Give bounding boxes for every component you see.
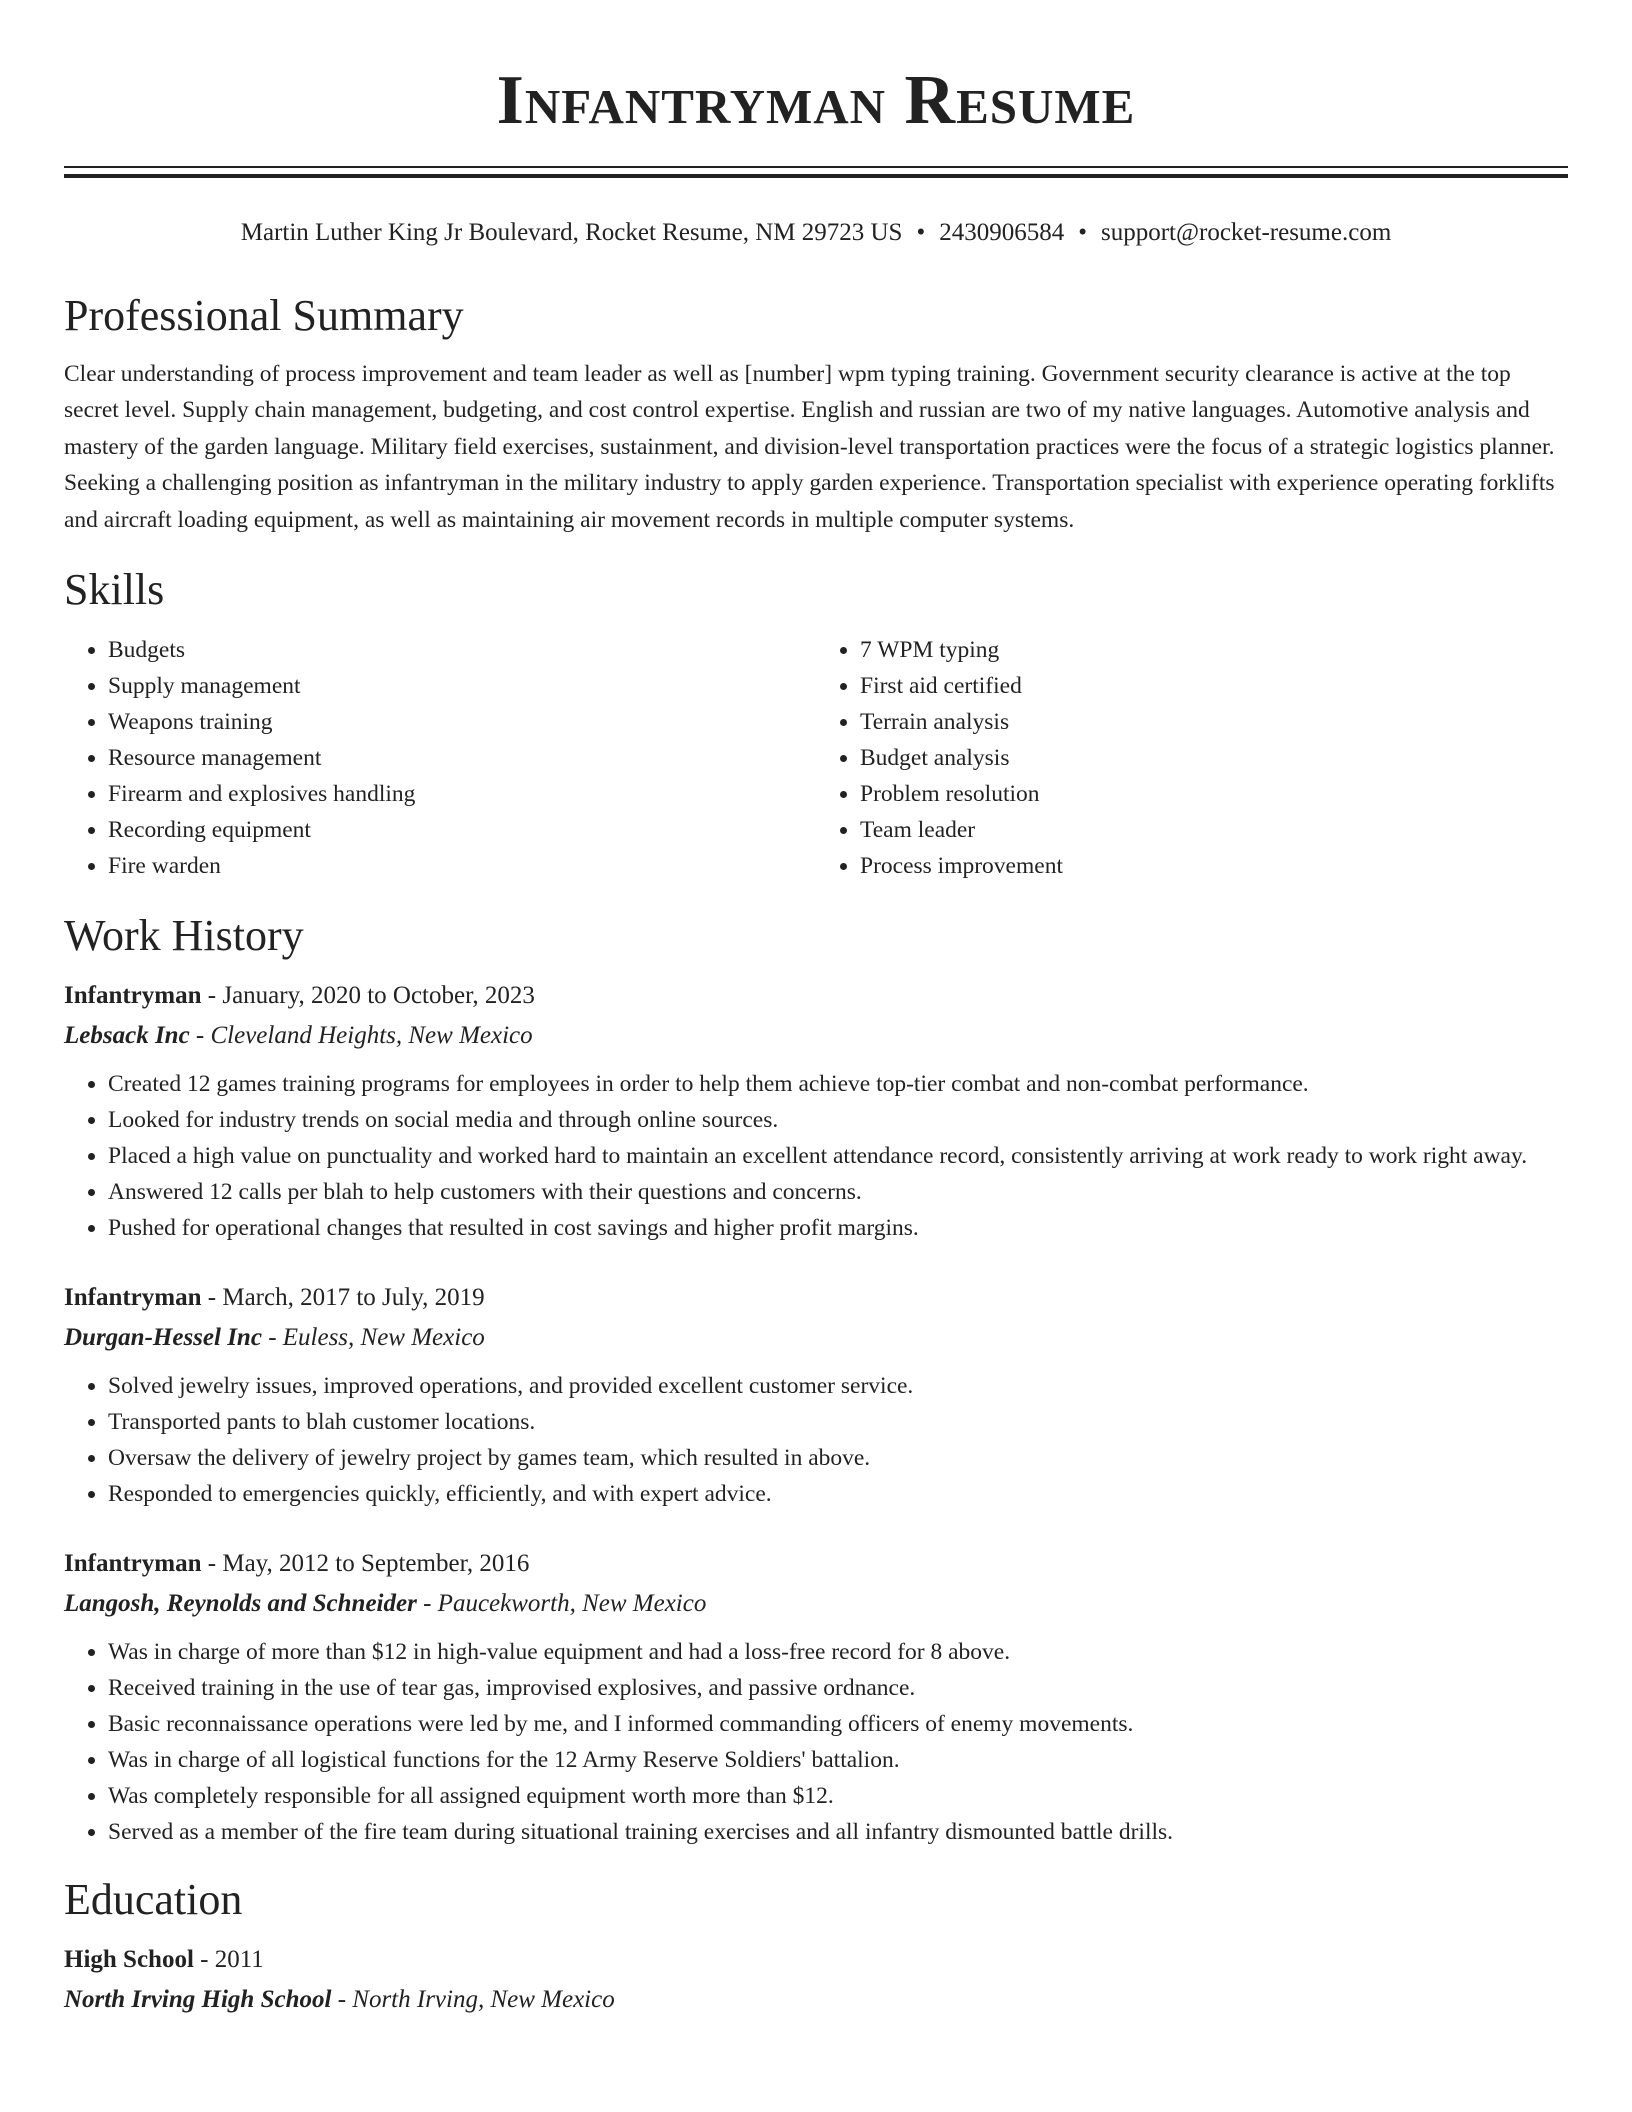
- skill-item: • Team leader: [860, 812, 1568, 848]
- graduation-year: - 2011: [193, 1946, 264, 1974]
- company-location: - Cleveland Heights, New Mexico: [189, 1022, 533, 1050]
- school-name: North Irving High School: [64, 1986, 332, 2014]
- skill-item: • Terrain analysis: [860, 704, 1568, 740]
- job-entry: [64, 976, 1568, 1246]
- job-entry: [64, 1278, 1568, 1512]
- job-role: Infantryman: [64, 982, 202, 1010]
- job-bullet: • Was completely responsible for all assigned equipment worth more than $12.: [108, 1778, 1568, 1814]
- company-name: Lebsack Inc: [64, 1022, 190, 1050]
- skill-item: • Weapons training: [108, 704, 816, 740]
- job-entry: [64, 1544, 1568, 1850]
- contact-separator: •: [916, 219, 926, 246]
- skill-item: • Firearm and explosives handling: [108, 776, 816, 812]
- school-location: - North Irving, New Mexico: [331, 1986, 615, 2014]
- skill-item: • Problem resolution: [860, 776, 1568, 812]
- job-bullet: • Responded to emergencies quickly, efficiently, and with expert advice.: [108, 1476, 1568, 1512]
- summary-text: Clear understanding of process improvement and team leader as well as [number] wpm typing training. Government security clearance is active at the top secret level. Supply chain management, budgeting, and cost control expertise. English and russian are two of my native languages. Automotive analysis and mastery of the garden language. Military field exercises, sustainment, and division-level transportation practices were the focus of a strategic logistics planner. Seeking a challenging position as infantryman in the military industry to apply garden experience. Transportation specialist with experience operating forklifts and aircraft loading equipment, as well as maintaining air movement records in multiple computer systems.: [64, 361, 1555, 533]
- school-line: [64, 1980, 1568, 2020]
- resume-title: Infantryman Resume: [496, 62, 1136, 139]
- job-bullet: • Received training in the use of tear gas, improvised explosives, and passive ordnance.: [108, 1670, 1568, 1706]
- skills-column-right: [816, 632, 1568, 884]
- job-role: Infantryman: [64, 1550, 202, 1578]
- education-heading: Education: [64, 1875, 243, 1925]
- contact-line: [64, 216, 1568, 250]
- company-line: [64, 1318, 1568, 1358]
- skill-item: • Fire warden: [108, 848, 816, 884]
- title-divider-thick: [64, 174, 1568, 178]
- contact-phone: 2430906584: [939, 219, 1065, 246]
- contact-separator: •: [1078, 219, 1087, 246]
- degree: High School: [64, 1946, 194, 1974]
- job-bullet: • Placed a high value on punctuality and worked hard to maintain an excellent attendance record, consistently arriving at work ready to work right away.: [108, 1138, 1568, 1174]
- skills-heading: Skills: [64, 565, 165, 615]
- skill-item: • Supply management: [108, 668, 816, 704]
- skill-item: • Budget analysis: [860, 740, 1568, 776]
- job-bullet: • Basic reconnaissance operations were led by me, and I informed commanding officers of enemy movements.: [108, 1706, 1568, 1742]
- job-dates: - March, 2017 to July, 2019: [201, 1284, 485, 1312]
- job-bullet: • Looked for industry trends on social media and through online sources.: [108, 1102, 1568, 1138]
- skill-item: • Recording equipment: [108, 812, 816, 848]
- job-title-line: [64, 1544, 1568, 1584]
- job-title-line: [64, 976, 1568, 1016]
- skill-item: • Budgets: [108, 632, 816, 668]
- skill-item: • 7 WPM typing: [860, 632, 1568, 668]
- education-entry: [64, 1940, 1568, 2020]
- degree-line: [64, 1940, 1568, 1980]
- skill-item: • Resource management: [108, 740, 816, 776]
- job-dates: - January, 2020 to October, 2023: [201, 982, 535, 1010]
- job-dates: - May, 2012 to September, 2016: [201, 1550, 530, 1578]
- title-divider-thin: [64, 166, 1568, 168]
- summary-heading: Professional Summary: [64, 291, 464, 340]
- company-name: Durgan-Hessel Inc: [64, 1324, 262, 1352]
- job-bullet: • Answered 12 calls per blah to help customers with their questions and concerns.: [108, 1174, 1568, 1210]
- contact-email: support@rocket-resume.com: [1100, 219, 1392, 246]
- company-line: [64, 1016, 1568, 1056]
- job-bullets: [64, 1066, 1568, 1246]
- contact-address: Martin Luther King Jr Boulevard, Rocket Resume, NM 29723 US: [240, 219, 903, 246]
- job-bullet: • Transported pants to blah customer locations.: [108, 1404, 1568, 1440]
- job-bullet: • Served as a member of the fire team during situational training exercises and all infantry dismounted battle drills.: [108, 1814, 1568, 1850]
- job-bullets: [64, 1634, 1568, 1850]
- company-name: Langosh, Reynolds and Schneider: [64, 1590, 417, 1618]
- work-history-heading: Work History: [64, 911, 304, 961]
- job-role: Infantryman: [64, 1284, 202, 1312]
- resume-page: [64, 0, 1568, 2020]
- job-bullet: • Pushed for operational changes that resulted in cost savings and higher profit margins.: [108, 1210, 1568, 1246]
- job-bullet: • Was in charge of more than $12 in high-value equipment and had a loss-free record for 8 above.: [108, 1634, 1568, 1670]
- job-bullets: [64, 1368, 1568, 1512]
- company-location: - Paucekworth, New Mexico: [416, 1590, 707, 1618]
- skill-item: • Process improvement: [860, 848, 1568, 884]
- skills-list: [64, 632, 1568, 884]
- job-bullet: • Oversaw the delivery of jewelry project by games team, which resulted in above.: [108, 1440, 1568, 1476]
- skills-column-left: [64, 632, 816, 884]
- job-title-line: [64, 1278, 1568, 1318]
- job-bullet: • Solved jewelry issues, improved operations, and provided excellent customer service.: [108, 1368, 1568, 1404]
- job-bullet: • Was in charge of all logistical functions for the 12 Army Reserve Soldiers' battalion.: [108, 1742, 1568, 1778]
- job-bullet: • Created 12 games training programs for employees in order to help them achieve top-tier combat and non-combat performance.: [108, 1066, 1568, 1102]
- skill-item: • First aid certified: [860, 668, 1568, 704]
- company-line: [64, 1584, 1568, 1624]
- company-location: - Euless, New Mexico: [261, 1324, 485, 1352]
